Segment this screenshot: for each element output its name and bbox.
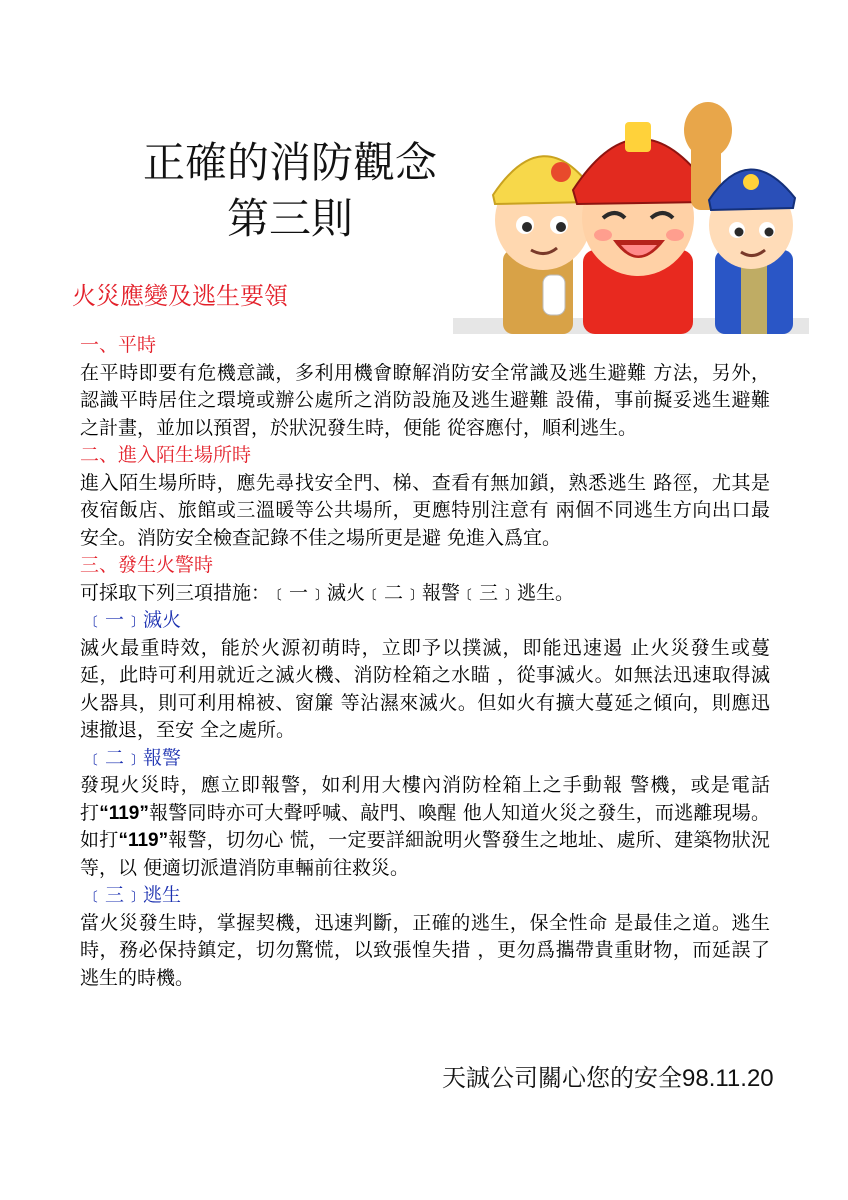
report-text-b: 報警同時亦可大聲呼喊、敲門、喚醒 他人知道火災之發生，而逃離現場。如打 [80,801,770,851]
title-line-1: 正確的消防觀念 [142,138,437,187]
subsection-body-report [80,772,770,882]
footer-text: 天誠公司關心您的安全 [442,1064,682,1092]
subsection-heading-report: ﹝二﹞報警 [86,746,182,769]
subsection-body-extinguish: 滅火最重時效，能於火源初萌時，立即予以撲滅，即能迅速遏 止火災發生或蔓延，此時可利用就近之滅火機、消防栓箱之水瞄 ，從事滅火。如無法迅速取得滅火器具，則可利用棉被、窗簾 等沾濕來滅火。但如火有擴大蔓延之傾向，則應迅速撤退，至安 全之處所。 [80,636,770,741]
kid-red-helmet-icon [573,122,708,334]
footer-date: 98.11.20 [682,1065,774,1092]
section-intro-fire-alarm: 可採取下列三項措施：﹝一﹞滅火﹝二﹞報警﹝三﹞逃生。 [80,581,575,604]
emergency-number-1: “119” [99,802,149,824]
document-body [80,332,770,992]
section-heading-fire-alarm: 三、發生火警時 [80,554,214,576]
page-subtitle: 火災應變及逃生要領 [72,282,288,310]
title-line-2: 第三則 [226,194,353,243]
subsection-heading-extinguish: ﹝一﹞滅火 [86,609,182,631]
subsection-body-escape: 當火災發生時，掌握契機，迅速判斷，正確的逃生，保全性命 是最佳之道。逃生時，務必保持鎮定，切勿驚慌，以致張惶失措 ，更勿爲攜帶貴重財物，而延誤了逃生的時機。 [80,911,770,989]
section-heading-unfamiliar-place: 二、進入陌生場所時 [80,444,252,466]
section-body-routine: 在平時即要有危機意識，多利用機會瞭解消防安全常識及逃生避難 方法，另外，認識平時居住之環境或辦公處所之消防設施及逃生避難 設備，事前擬妥逃生避難之計畫，並加以預習，於狀況發生時，便能 從容應付，順利逃生。 [80,361,770,439]
report-text-c: 報警，切勿心 慌，一定要詳細說明火警發生之地址、處所、建築物狀況等，以 便適切派遣消防車輛前往救災。 [80,829,770,879]
kid-blue-cap-icon [684,102,795,334]
section-heading-routine: 一、平時 [80,334,157,356]
subsection-heading-escape: ﹝三﹞逃生 [86,884,182,906]
section-body-unfamiliar-place: 進入陌生場所時，應先尋找安全門、梯、查看有無加鎖，熟悉逃生 路徑，尤其是夜宿飯店、旅館或三溫暖等公共場所，更應特別注意有 兩個不同逃生方向出口最安全。消防安全檢查記錄不佳之場所更是避 免進入爲宜。 [80,471,770,549]
emergency-number-2: “119” [118,830,169,851]
page-title [110,135,470,247]
footer-signature [442,1058,774,1093]
firefighter-kids-illustration [453,100,809,334]
report-text-a: 發現火災時，應立即報警，如利用大樓內消防栓箱上之手動報 警機，或是電話打 [80,774,770,824]
